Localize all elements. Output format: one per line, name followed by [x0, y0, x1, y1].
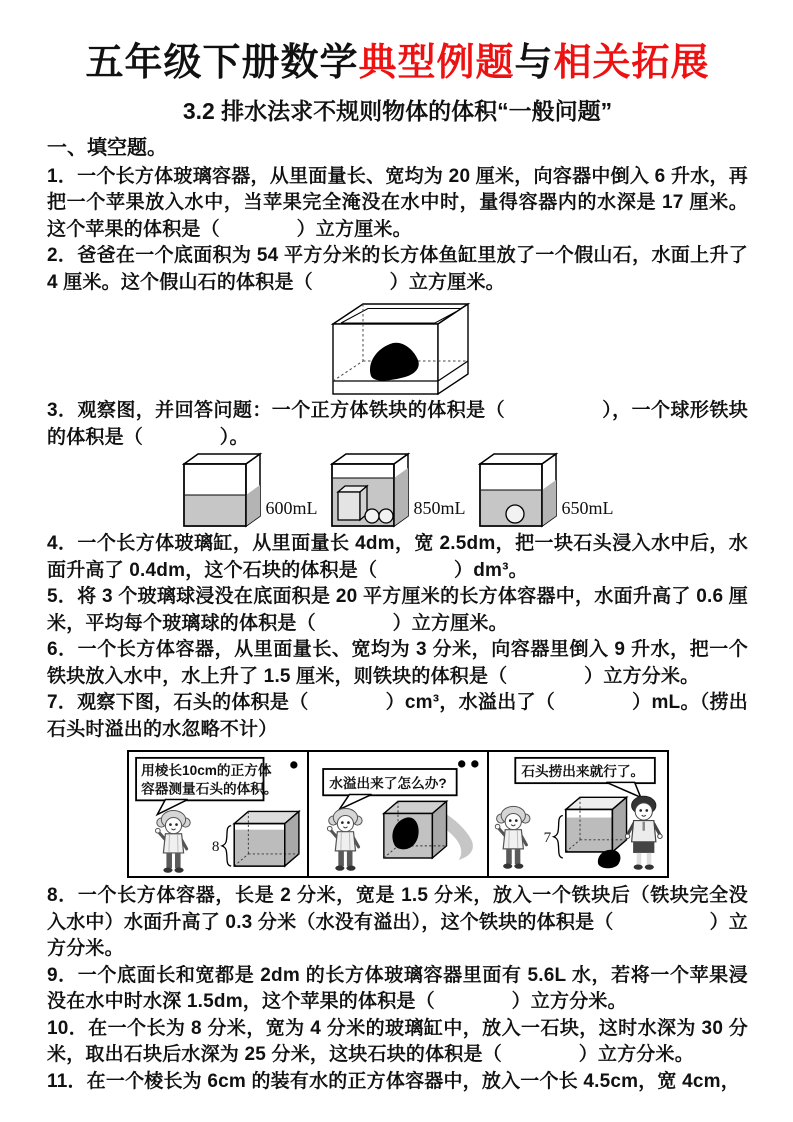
cube-container-icon — [234, 812, 299, 867]
panel-number-dot — [458, 760, 465, 767]
problem-3: 3．观察图，并回答问题：一个正方体铁块的体积是（ ），一个球形铁块的体积是（ ）。 — [47, 400, 748, 448]
container-label-600ml: 600mL — [265, 498, 318, 519]
problem-7: 7．观察下图，石头的体积是（ ）cm³，水溢出了（ ）mL。（捞出石头时溢出的水忽略不计） — [47, 692, 748, 740]
ball-icon — [506, 505, 524, 523]
problem-6: 6．一个长方体容器，从里面量长、宽均为 3 分米，向容器里倒入 9 升水，把一个铁块放入水中，水上升了 1.5 厘米，则铁块的体积是（ ）立方分米。 — [47, 639, 748, 687]
speech-bubble-tail — [606, 782, 640, 797]
comic-panel-3-drawing — [489, 752, 667, 876]
lesson-subtitle: 3.2 排水法求不规则物体的体积“一般问题” — [182, 97, 613, 124]
speech-bubble-text: 用棱长10cm的正方体 — [140, 763, 272, 779]
container-label-850ml: 850mL — [413, 498, 466, 519]
problem-1: 1．一个长方体玻璃容器，从里面量长、宽均为 20 厘米，向容器中倒入 6 升水，再把一个苹果放入水中，当苹果完全淹没在水中时，量得容器内的水深是 17 厘米。这个苹果的体积是（ ）立方厘米。 — [47, 165, 748, 240]
boy-icon — [327, 808, 362, 870]
title-part-grade: 五年级下册数学 — [85, 42, 359, 84]
fish-tank-figure — [323, 298, 473, 396]
container-650ml-icon — [478, 452, 560, 528]
comic-panel-1 — [129, 752, 307, 876]
brace-icon — [553, 816, 562, 858]
depth-label: 7 — [543, 828, 551, 846]
depth-label: 8 — [211, 837, 220, 855]
boy2-icon — [625, 796, 662, 869]
container-600ml — [182, 452, 318, 528]
problem-8: 8．一个长方体容器，长是 2 分米，宽是 1.5 分米，放入一个铁块后（铁块完全没入水中）水面升高了 0.3 分米（水没有溢出），这个铁块的体积是（ ）立方分米。 — [47, 885, 748, 960]
title-part-and: 与 — [514, 42, 554, 84]
speech-bubble-text: 水溢出来了怎么办? — [328, 776, 447, 792]
speech-bubble-text: 容器测量石头的体积。 — [140, 781, 278, 797]
speech-bubble-tail — [339, 795, 371, 810]
title-part-typical-examples: 典型例题 — [358, 42, 515, 84]
cube-container-icon — [565, 797, 626, 852]
container-650ml — [478, 452, 614, 528]
speech-bubble-text: 石头捞出来就行了。 — [520, 764, 644, 780]
ball-icon — [365, 509, 379, 523]
ball-icon — [379, 509, 393, 523]
small-cube-icon — [338, 486, 367, 520]
comic-strip-figure — [127, 750, 669, 878]
problem-10: 10．在一个长为 8 分米，宽为 4 分米的玻璃缸中，放入一石块，这时水深为 30 分米，取出石块后水深为 25 分米，这块石块的体积是（ ）立方分米。 — [47, 1017, 748, 1066]
comic-panel-2-drawing — [309, 752, 487, 876]
measuring-containers-figure — [47, 452, 748, 528]
boy-icon — [155, 811, 190, 873]
brace-icon — [222, 826, 231, 866]
title-part-extensions: 相关拓展 — [553, 42, 710, 84]
section-heading: 一、填空题。 — [47, 136, 167, 159]
boy-icon — [495, 806, 530, 868]
cube-container-icon — [383, 801, 446, 858]
fish-tank-icon — [333, 304, 468, 394]
comic-panel-2 — [307, 752, 487, 876]
container-600ml-icon — [182, 452, 264, 528]
comic-panel-1-drawing — [129, 752, 307, 876]
problem-11: 11．在一个棱长为 6cm 的装有水的正方体容器中，放入一个长 4.5cm，宽 4cm， — [47, 1070, 740, 1092]
panel-number-dot — [471, 760, 478, 767]
panel-number-dot — [290, 761, 297, 768]
problem-4: 4．一个长方体玻璃缸，从里面量长 4dm，宽 2.5dm，把一块石头浸入水中后，水面升高了 0.4dm，这个石块的体积是（ ）dm³。 — [47, 533, 748, 581]
container-850ml — [330, 452, 466, 528]
page-title — [47, 42, 748, 85]
problem-5: 5．将 3 个玻璃球浸没在底面积是 20 平方厘米的长方体容器中，水面升高了 0.6 厘米，平均每个玻璃球的体积是（ ）立方厘米。 — [47, 586, 748, 634]
comic-panel-3 — [487, 752, 667, 876]
problem-2: 2．爸爸在一个底面积为 54 平方分米的长方体鱼缸里放了一个假山石，水面上升了 4 厘米。这个假山石的体积是（ ）立方厘米。 — [47, 245, 748, 293]
problem-9: 9．一个底面长和宽都是 2dm 的长方体玻璃容器里面有 5.6L 水，若将一个苹果浸没在水中时水深 1.5dm，这个苹果的体积是（ ）立方分米。 — [47, 964, 748, 1013]
container-850ml-icon — [330, 452, 412, 528]
container-label-650ml: 650mL — [561, 498, 614, 519]
